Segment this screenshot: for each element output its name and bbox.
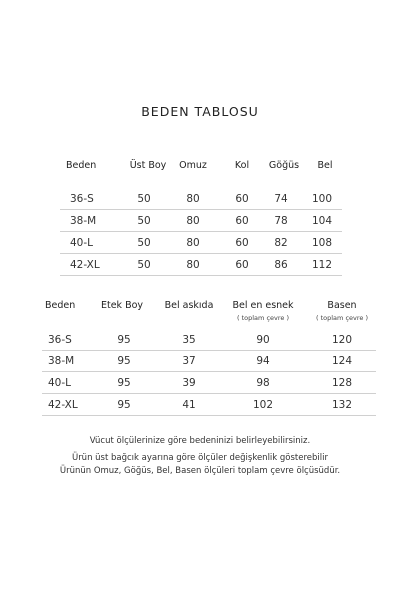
- table-cell: 90: [256, 334, 270, 346]
- page-title: BEDEN TABLOSU: [141, 104, 259, 119]
- row-divider: [42, 393, 376, 394]
- table-cell: 82: [274, 237, 288, 249]
- column-header: Kol: [234, 160, 250, 171]
- table-cell: 86: [274, 259, 288, 271]
- table-cell: 41: [182, 399, 196, 411]
- row-divider: [42, 415, 376, 416]
- table-cell: 104: [311, 215, 333, 227]
- table-cell: 80: [186, 215, 200, 227]
- table-cell: 74: [274, 193, 288, 205]
- table-cell: 98: [256, 377, 270, 389]
- table-cell: 80: [186, 193, 200, 205]
- column-header: Üst Boy: [129, 160, 167, 171]
- table-cell: 80: [186, 259, 200, 271]
- table-cell: 40-L: [48, 377, 71, 389]
- table-cell: 50: [137, 193, 151, 205]
- table-cell: 50: [137, 237, 151, 249]
- table-cell: 60: [235, 259, 249, 271]
- column-subheader: ( toplam çevre ): [316, 314, 368, 322]
- table-cell: 36-S: [48, 334, 72, 346]
- table-cell: 95: [117, 355, 131, 367]
- table-cell: 132: [331, 399, 353, 411]
- table-cell: 128: [331, 377, 353, 389]
- table-cell: 42-XL: [48, 399, 78, 411]
- table-cell: 39: [182, 377, 196, 389]
- table-cell: 50: [137, 215, 151, 227]
- column-header: Göğüs: [268, 160, 300, 171]
- note-line-2: Ürün üst bağcık ayarına göre ölçüler değişkenlik gösterebilir: [71, 453, 329, 463]
- note-line-3: Ürünün Omuz, Göğüs, Bel, Basen ölçüleri toplam çevre ölçüsüdür.: [59, 466, 341, 476]
- table-cell: 38-M: [48, 355, 75, 367]
- column-header: Bel: [317, 160, 333, 171]
- column-header: Etek Boy: [100, 300, 144, 311]
- table-cell: 35: [182, 334, 196, 346]
- table-cell: 95: [117, 334, 131, 346]
- row-divider: [42, 371, 376, 372]
- row-divider: [60, 275, 342, 276]
- table-cell: 60: [235, 237, 249, 249]
- table-cell: 38-M: [70, 215, 97, 227]
- column-header: Beden: [45, 300, 76, 311]
- column-header: Basen: [327, 300, 357, 311]
- table-cell: 100: [311, 193, 333, 205]
- row-divider: [60, 253, 342, 254]
- table-cell: 102: [252, 399, 274, 411]
- table-cell: 42-XL: [70, 259, 100, 271]
- table-cell: 108: [311, 237, 333, 249]
- table-cell: 40-L: [70, 237, 93, 249]
- table-cell: 120: [331, 334, 353, 346]
- column-subheader: ( toplam çevre ): [237, 314, 289, 322]
- column-header: Omuz: [179, 160, 207, 171]
- row-divider: [60, 209, 342, 210]
- table-cell: 80: [186, 237, 200, 249]
- row-divider: [60, 231, 342, 232]
- table-cell: 60: [235, 215, 249, 227]
- table-cell: 94: [256, 355, 270, 367]
- column-header: Beden: [66, 160, 97, 171]
- table-cell: 95: [117, 377, 131, 389]
- table-cell: 124: [331, 355, 353, 367]
- table-cell: 112: [311, 259, 333, 271]
- table-cell: 60: [235, 193, 249, 205]
- table-cell: 50: [137, 259, 151, 271]
- table-cell: 78: [274, 215, 288, 227]
- note-line-1: Vücut ölçülerinize göre bedeninizi belirleyebilirsiniz.: [89, 436, 311, 446]
- column-header: Bel askıda: [164, 300, 214, 311]
- column-header: Bel en esnek: [232, 300, 294, 311]
- row-divider: [42, 350, 376, 351]
- table-cell: 37: [182, 355, 196, 367]
- table-cell: 36-S: [70, 193, 94, 205]
- table-cell: 95: [117, 399, 131, 411]
